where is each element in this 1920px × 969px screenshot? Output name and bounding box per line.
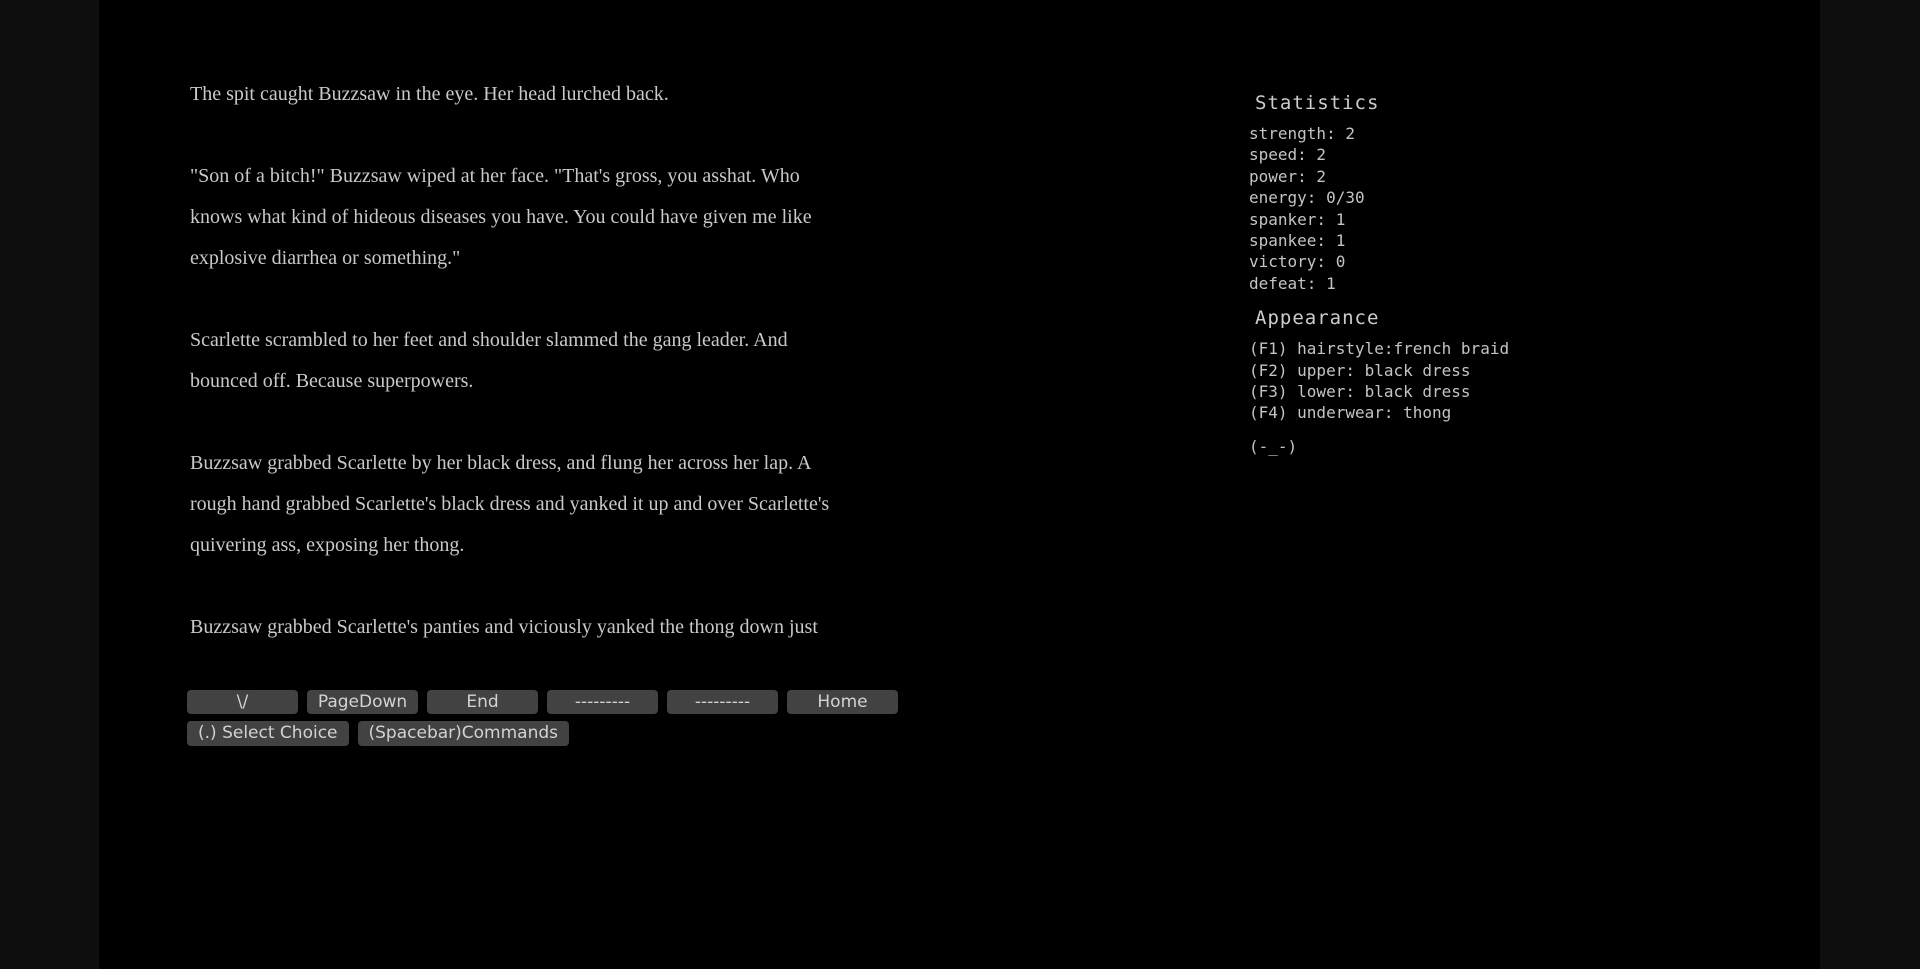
separator-button-1: --------- — [547, 690, 658, 714]
stat-strength: strength: 2 — [1249, 124, 1355, 143]
home-button[interactable]: Home — [787, 690, 898, 714]
story-paragraph — [190, 443, 850, 566]
scroll-down-button[interactable]: \/ — [187, 690, 298, 714]
story-line: rough hand grabbed Scarlette's black dress and yanked it up and over Scarlette's — [190, 493, 830, 515]
appearance-upper: (F2) upper: black dress — [1249, 360, 1471, 380]
appearance-lower: (F3) lower: black dress — [1249, 382, 1471, 402]
appearance-underwear: (F4) underwear: thong — [1249, 403, 1452, 423]
emoticon: (-_-) — [1249, 436, 1298, 456]
stat-power: power: 2 — [1249, 166, 1327, 186]
separator-button-2: --------- — [667, 690, 778, 714]
story-line: quivering ass, exposing her thong. — [190, 534, 465, 556]
story-line: Buzzsaw grabbed Scarlette's panties and viciously yanked the thong down just — [190, 616, 818, 638]
select-choice-button[interactable]: (.) Select Choice — [187, 721, 349, 746]
story-text-area — [190, 74, 850, 689]
story-paragraph — [190, 607, 850, 648]
appearance-hairstyle: (F1) hairstyle:french braid — [1249, 339, 1510, 359]
pagedown-button[interactable]: PageDown — [307, 690, 418, 714]
story-paragraph — [190, 156, 850, 279]
nav-button-bar — [187, 690, 898, 746]
story-line: The spit caught Buzzsaw in the eye. Her head lurched back. — [190, 83, 669, 105]
stat-victory: victory: 0 — [1249, 252, 1346, 272]
statistics-list — [1249, 123, 1509, 294]
appearance-title: Appearance — [1255, 307, 1380, 330]
story-paragraph — [190, 320, 850, 402]
stat-defeat: defeat: 1 — [1249, 273, 1336, 293]
story-line: explosive diarrhea or something." — [190, 247, 461, 269]
appearance-list — [1249, 338, 1509, 424]
story-line: "Son of a bitch!" Buzzsaw wiped at her face. "That's gross, you asshat. Who — [190, 165, 800, 187]
end-button[interactable]: End — [427, 690, 538, 714]
story-line: Scarlette scrambled to her feet and shoulder slammed the gang leader. And — [190, 329, 788, 351]
side-panel — [1249, 91, 1509, 457]
stat-energy: energy: 0/30 — [1249, 188, 1365, 208]
story-line: bounced off. Because superpowers. — [190, 370, 474, 392]
stat-spankee: spankee: 1 — [1249, 231, 1346, 251]
nav-row-scroll — [187, 690, 898, 714]
statistics-title: Statistics — [1255, 92, 1380, 114]
story-line: Buzzsaw grabbed Scarlette by her black dress, and flung her across her lap. A — [190, 452, 812, 474]
stat-speed: speed: 2 — [1249, 145, 1327, 165]
story-line: knows what kind of hideous diseases you have. You could have given me like — [190, 206, 812, 228]
stat-spanker: spanker: 1 — [1249, 209, 1346, 229]
story-paragraph — [190, 74, 850, 115]
nav-row-commands — [187, 721, 898, 746]
game-window — [99, 0, 1820, 969]
commands-button[interactable]: (Spacebar)Commands — [358, 721, 570, 746]
